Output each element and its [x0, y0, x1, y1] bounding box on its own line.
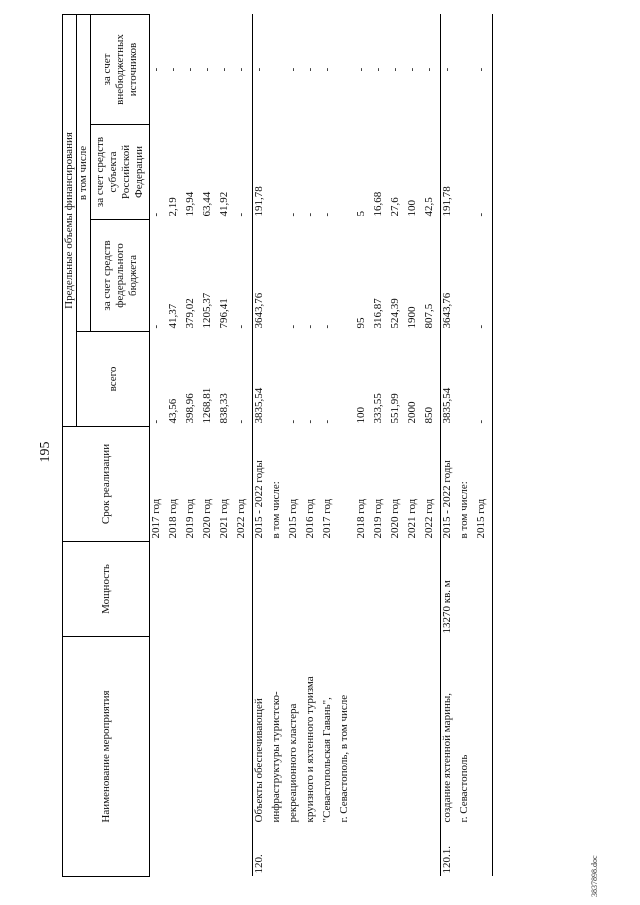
header-federal: за счет средств федерального бюджета: [91, 220, 150, 332]
row-period: 2019 год: [372, 498, 384, 539]
table-row: [355, 14, 372, 876]
row-num: [458, 827, 475, 877]
row-regional: [458, 125, 475, 220]
row-period: 2015 - 2022 годы: [253, 427, 271, 542]
row-extra: -: [355, 67, 367, 72]
table-row: [304, 14, 321, 876]
row-num: [235, 827, 253, 877]
row-total: 551,99: [389, 393, 401, 424]
row-extra: [338, 14, 355, 124]
row-capacity: [338, 542, 355, 637]
row-total: 333,55: [372, 393, 384, 424]
table-row: [201, 14, 218, 876]
row-period: 2018 год: [355, 498, 367, 539]
row-federal: 316,87: [372, 298, 384, 329]
table-row: [441, 14, 459, 876]
row-extra: -: [423, 67, 435, 72]
row-num: [355, 827, 372, 877]
row-total: -: [475, 332, 493, 427]
row-regional: 5: [355, 211, 367, 217]
row-name: инфраструктуры туристско-: [270, 691, 282, 823]
row-extra: -: [253, 14, 271, 124]
row-regional: -: [321, 212, 333, 217]
row-federal: 3643,76: [441, 220, 459, 332]
row-period: 2015 год: [287, 498, 299, 539]
header-name: Наименование мероприятия: [63, 637, 150, 877]
table-row: [253, 14, 271, 876]
row-regional: [270, 125, 287, 220]
row-total: 3835,54: [441, 332, 459, 427]
row-num: 120.1.: [441, 827, 459, 877]
row-num: [423, 827, 441, 877]
row-total: [458, 332, 475, 427]
row-capacity: [201, 542, 218, 637]
row-name: [150, 637, 168, 827]
row-total: 43,56: [167, 398, 179, 424]
row-regional: 41,92: [218, 191, 230, 217]
row-name: [406, 637, 423, 827]
table-row: [423, 14, 441, 876]
row-extra: -: [150, 67, 162, 72]
row-regional: -: [475, 125, 493, 220]
row-name: [372, 637, 389, 827]
row-regional: 2,19: [167, 197, 179, 217]
row-period: 2019 год: [184, 498, 196, 539]
row-federal: 807,5: [423, 303, 435, 329]
header-capacity: Мощность: [63, 542, 150, 637]
row-regional: 100: [406, 200, 418, 217]
row-num: [150, 827, 168, 877]
row-regional: 27,6: [389, 197, 401, 217]
row-period: 2018 год: [167, 498, 179, 539]
row-total: [270, 332, 287, 427]
row-period: 2017 год: [150, 498, 162, 539]
row-federal: -: [475, 220, 493, 332]
row-extra: -: [235, 67, 247, 72]
row-name: [235, 637, 253, 827]
row-capacity: [304, 542, 321, 637]
page-number: 195: [38, 441, 53, 463]
row-num: [372, 827, 389, 877]
row-num: [184, 827, 201, 877]
row-period: [338, 427, 355, 542]
row-total: 3835,54: [253, 332, 271, 427]
row-capacity: [167, 542, 184, 637]
table-row: [321, 14, 338, 876]
row-name: [389, 637, 406, 827]
row-extra: -: [475, 14, 493, 124]
row-capacity: [372, 542, 389, 637]
row-num: [287, 827, 304, 877]
table-row: [406, 14, 423, 876]
row-name: [355, 637, 372, 827]
row-num: 120.: [253, 827, 271, 877]
table-row: [372, 14, 389, 876]
row-total: -: [150, 419, 162, 424]
row-capacity: [184, 542, 201, 637]
row-name: [218, 637, 235, 827]
row-regional: -: [235, 212, 247, 217]
table-row: [167, 14, 184, 876]
row-name: г. Севастополь: [458, 754, 470, 823]
row-extra: -: [184, 67, 196, 72]
row-regional: 191,78: [441, 125, 459, 220]
row-name: г. Севастополь, в том числе: [338, 694, 350, 823]
row-federal: [270, 220, 287, 332]
row-federal: 796,41: [218, 298, 230, 329]
row-capacity: [287, 542, 304, 637]
row-regional: 19,94: [184, 191, 196, 217]
row-capacity: [389, 542, 406, 637]
row-extra: -: [201, 67, 213, 72]
financing-table: [62, 14, 493, 877]
row-period: 2020 год: [201, 498, 213, 539]
row-capacity: [150, 542, 168, 637]
row-name: Объекты обеспечивающей: [253, 637, 271, 827]
row-capacity: [355, 542, 372, 637]
row-period: 2015 год: [475, 427, 493, 542]
row-capacity: [406, 542, 423, 637]
row-num: [406, 827, 423, 877]
table-row: [218, 14, 235, 876]
row-capacity: [458, 542, 475, 637]
row-total: -: [235, 419, 247, 424]
row-capacity: [253, 542, 271, 637]
row-extra: -: [321, 67, 333, 72]
table-row: [184, 14, 201, 876]
row-total: 850: [423, 407, 435, 424]
row-total: -: [287, 419, 299, 424]
row-period: 2016 год: [304, 498, 316, 539]
row-name: [184, 637, 201, 827]
row-num: [218, 827, 235, 877]
table-row: [150, 14, 168, 876]
row-name: рекреационного кластера: [287, 703, 299, 823]
row-federal: -: [150, 324, 162, 329]
row-period: 2021 год: [406, 498, 418, 539]
row-capacity: [218, 542, 235, 637]
header-period: Срок реализации: [63, 427, 150, 542]
header-including: в том числе: [77, 14, 91, 331]
row-regional: 191,78: [253, 125, 271, 220]
table-row: [338, 14, 355, 876]
row-period: 2022 год: [235, 498, 247, 539]
row-num: [338, 827, 355, 877]
row-federal: 41,37: [167, 303, 179, 329]
row-extra: -: [287, 67, 299, 72]
row-regional: [338, 125, 355, 220]
row-regional: 63,44: [201, 191, 213, 217]
header-limits: Предельные объемы финансирования: [63, 14, 77, 426]
row-capacity: [321, 542, 338, 637]
row-name: [201, 637, 218, 827]
row-period: в том числе:: [270, 481, 282, 539]
row-total: 100: [355, 407, 367, 424]
row-capacity: [475, 542, 493, 637]
row-name: [167, 637, 184, 827]
header-total: всего: [77, 332, 150, 427]
row-capacity: 13270 кв. м: [441, 542, 459, 637]
row-federal: -: [304, 324, 316, 329]
row-name: [423, 637, 441, 827]
row-regional: 42,5: [423, 197, 435, 217]
row-total: -: [304, 419, 316, 424]
table-row: [389, 14, 406, 876]
row-num: [167, 827, 184, 877]
row-total: [338, 332, 355, 427]
row-extra: -: [406, 67, 418, 72]
row-num: [475, 827, 493, 877]
row-extra: -: [372, 67, 384, 72]
row-regional: 16,68: [372, 191, 384, 217]
row-extra: -: [441, 14, 459, 124]
row-total: 1268,81: [201, 387, 213, 424]
row-extra: -: [389, 67, 401, 72]
file-name: 3837898.doc: [590, 855, 599, 897]
row-num: [270, 827, 287, 877]
row-capacity: [270, 542, 287, 637]
row-name: круизного и яхтенного туризма: [304, 676, 316, 823]
row-total: 398,96: [184, 393, 196, 424]
row-federal: 1205,37: [201, 292, 213, 329]
row-period: 2020 год: [389, 498, 401, 539]
row-name: создание яхтенной марины,: [441, 637, 459, 827]
row-num: [321, 827, 338, 877]
row-extra: [270, 14, 287, 124]
row-regional: -: [287, 212, 299, 217]
row-capacity: [235, 542, 253, 637]
table-body: [150, 14, 493, 876]
row-period: 2015 - 2022 годы: [441, 427, 459, 542]
row-period: в том числе:: [458, 481, 470, 539]
row-total: 2000: [406, 401, 418, 424]
row-regional: -: [304, 212, 316, 217]
row-period: 2022 год: [423, 498, 435, 539]
row-federal: [338, 220, 355, 332]
row-regional: -: [150, 212, 162, 217]
table-row: [270, 14, 287, 876]
row-extra: -: [218, 67, 230, 72]
row-name: "Севастопольская Гавань",: [321, 697, 333, 823]
row-period: 2017 год: [321, 498, 333, 539]
header-regional: за счет средств субъекта Российской Федерации: [91, 125, 150, 220]
row-federal: -: [287, 324, 299, 329]
row-period: 2021 год: [218, 498, 230, 539]
row-total: -: [321, 419, 333, 424]
row-federal: 524,39: [389, 298, 401, 329]
row-extra: -: [304, 67, 316, 72]
table-row: [287, 14, 304, 876]
row-federal: 1900: [406, 306, 418, 329]
row-federal: 95: [355, 317, 367, 329]
row-capacity: [423, 542, 441, 637]
table-row: [235, 14, 253, 876]
row-extra: -: [167, 67, 179, 72]
row-federal: -: [321, 324, 333, 329]
header-extra: за счет внебюджетных источников: [91, 14, 150, 124]
row-federal: [458, 220, 475, 332]
row-num: [389, 827, 406, 877]
row-federal: 3643,76: [253, 220, 271, 332]
row-name: [475, 637, 493, 827]
row-federal: 379,02: [184, 298, 196, 329]
row-federal: -: [235, 324, 247, 329]
row-total: 838,33: [218, 393, 230, 424]
row-num: [304, 827, 321, 877]
row-num: [201, 827, 218, 877]
row-extra: [458, 14, 475, 124]
table-row: [475, 14, 493, 876]
table-row: [458, 14, 475, 876]
